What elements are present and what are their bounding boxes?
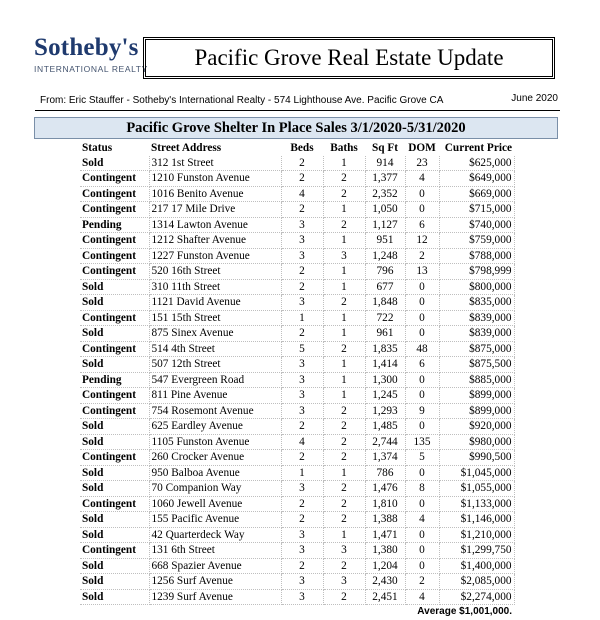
cell-address: 1210 Funston Avenue bbox=[149, 171, 281, 187]
cell-dom: 4 bbox=[405, 589, 439, 605]
table-row bbox=[80, 496, 514, 512]
cell-baths: 3 bbox=[323, 574, 365, 590]
cell-beds: 5 bbox=[281, 341, 323, 357]
cell-beds: 2 bbox=[281, 171, 323, 187]
cell-status: Sold bbox=[80, 589, 149, 605]
cell-dom: 0 bbox=[405, 558, 439, 574]
cell-sqft: 951 bbox=[365, 233, 405, 249]
cell-sqft: 722 bbox=[365, 310, 405, 326]
cell-price: $899,000 bbox=[439, 403, 514, 419]
cell-sqft: 1,293 bbox=[365, 403, 405, 419]
cell-beds: 3 bbox=[281, 481, 323, 497]
cell-address: 131 6th Street bbox=[149, 543, 281, 559]
cell-dom: 4 bbox=[405, 512, 439, 528]
cell-beds: 3 bbox=[281, 233, 323, 249]
table-subtitle: Pacific Grove Shelter In Place Sales 3/1/2020-5/31/2020 bbox=[34, 117, 558, 139]
cell-beds: 2 bbox=[281, 512, 323, 528]
col-header-dom: DOM bbox=[408, 142, 436, 154]
cell-sqft: 1,485 bbox=[365, 419, 405, 435]
cell-sqft: 1,377 bbox=[365, 171, 405, 187]
cell-baths: 1 bbox=[323, 527, 365, 543]
cell-price: $839,000 bbox=[439, 326, 514, 342]
logo-subtitle: INTERNATIONAL REALTY bbox=[34, 64, 148, 74]
cell-dom: 2 bbox=[405, 574, 439, 590]
table-row bbox=[80, 558, 514, 574]
cell-dom: 4 bbox=[405, 171, 439, 187]
cell-price: $1,045,000 bbox=[439, 465, 514, 481]
cell-price: $920,000 bbox=[439, 419, 514, 435]
cell-status: Contingent bbox=[80, 186, 149, 202]
cell-baths: 1 bbox=[323, 264, 365, 280]
cell-beds: 2 bbox=[281, 558, 323, 574]
cell-price: $2,085,000 bbox=[439, 574, 514, 590]
cell-dom: 23 bbox=[405, 156, 439, 171]
cell-dom: 135 bbox=[405, 434, 439, 450]
table-header-row bbox=[80, 141, 514, 156]
cell-dom: 0 bbox=[405, 465, 439, 481]
cell-price: $788,000 bbox=[439, 248, 514, 264]
title-box bbox=[143, 37, 555, 79]
cell-price: $1,133,000 bbox=[439, 496, 514, 512]
cell-beds: 1 bbox=[281, 465, 323, 481]
cell-status: Sold bbox=[80, 574, 149, 590]
table-row bbox=[80, 403, 514, 419]
table-row bbox=[80, 202, 514, 218]
table-row bbox=[80, 419, 514, 435]
cell-sqft: 1,414 bbox=[365, 357, 405, 373]
cell-address: 1121 David Avenue bbox=[149, 295, 281, 311]
cell-status: Pending bbox=[80, 372, 149, 388]
cell-status: Sold bbox=[80, 156, 149, 171]
cell-sqft: 914 bbox=[365, 156, 405, 171]
cell-status: Sold bbox=[80, 527, 149, 543]
cell-baths: 2 bbox=[323, 434, 365, 450]
cell-dom: 0 bbox=[405, 326, 439, 342]
cell-price: $1,210,000 bbox=[439, 527, 514, 543]
cell-beds: 3 bbox=[281, 248, 323, 264]
cell-price: $2,274,000 bbox=[439, 589, 514, 605]
average-price: Average $1,001,000. bbox=[417, 606, 512, 617]
cell-baths: 2 bbox=[323, 558, 365, 574]
cell-dom: 0 bbox=[405, 202, 439, 218]
cell-beds: 2 bbox=[281, 264, 323, 280]
sothebys-logo bbox=[34, 34, 148, 74]
cell-baths: 1 bbox=[323, 310, 365, 326]
table-row bbox=[80, 171, 514, 187]
cell-beds: 3 bbox=[281, 527, 323, 543]
cell-status: Sold bbox=[80, 357, 149, 373]
table-row bbox=[80, 574, 514, 590]
cell-price: $759,000 bbox=[439, 233, 514, 249]
cell-sqft: 796 bbox=[365, 264, 405, 280]
cell-dom: 12 bbox=[405, 233, 439, 249]
cell-status: Contingent bbox=[80, 202, 149, 218]
cell-address: 260 Crocker Avenue bbox=[149, 450, 281, 466]
cell-price: $1,146,000 bbox=[439, 512, 514, 528]
table-row bbox=[80, 527, 514, 543]
cell-beds: 1 bbox=[281, 310, 323, 326]
cell-baths: 1 bbox=[323, 465, 365, 481]
cell-sqft: 1,204 bbox=[365, 558, 405, 574]
cell-dom: 0 bbox=[405, 310, 439, 326]
cell-sqft: 1,848 bbox=[365, 295, 405, 311]
cell-status: Contingent bbox=[80, 264, 149, 280]
table-row bbox=[80, 465, 514, 481]
cell-address: 1212 Shafter Avenue bbox=[149, 233, 281, 249]
cell-address: 1060 Jewell Avenue bbox=[149, 496, 281, 512]
cell-status: Contingent bbox=[80, 248, 149, 264]
cell-price: $715,000 bbox=[439, 202, 514, 218]
page-title: Pacific Grove Real Estate Update bbox=[194, 45, 504, 70]
cell-price: $875,500 bbox=[439, 357, 514, 373]
cell-address: 811 Pine Avenue bbox=[149, 388, 281, 404]
cell-status: Contingent bbox=[80, 388, 149, 404]
cell-price: $839,000 bbox=[439, 310, 514, 326]
cell-status: Sold bbox=[80, 434, 149, 450]
table-row bbox=[80, 217, 514, 233]
cell-sqft: 786 bbox=[365, 465, 405, 481]
cell-price: $1,400,000 bbox=[439, 558, 514, 574]
cell-dom: 0 bbox=[405, 295, 439, 311]
table-row bbox=[80, 186, 514, 202]
cell-baths: 1 bbox=[323, 372, 365, 388]
cell-baths: 2 bbox=[323, 217, 365, 233]
table-row bbox=[80, 434, 514, 450]
cell-address: 547 Evergreen Road bbox=[149, 372, 281, 388]
cell-price: $899,000 bbox=[439, 388, 514, 404]
cell-address: 1227 Funston Avenue bbox=[149, 248, 281, 264]
cell-price: $798,999 bbox=[439, 264, 514, 280]
divider bbox=[35, 110, 560, 111]
cell-address: 42 Quarterdeck Way bbox=[149, 527, 281, 543]
cell-beds: 2 bbox=[281, 202, 323, 218]
cell-dom: 0 bbox=[405, 279, 439, 295]
cell-baths: 1 bbox=[323, 279, 365, 295]
cell-dom: 0 bbox=[405, 372, 439, 388]
cell-status: Sold bbox=[80, 279, 149, 295]
table-row bbox=[80, 481, 514, 497]
cell-status: Contingent bbox=[80, 403, 149, 419]
cell-baths: 2 bbox=[323, 295, 365, 311]
cell-baths: 2 bbox=[323, 512, 365, 528]
cell-address: 310 11th Street bbox=[149, 279, 281, 295]
table-row bbox=[80, 279, 514, 295]
cell-beds: 2 bbox=[281, 326, 323, 342]
cell-beds: 3 bbox=[281, 217, 323, 233]
cell-sqft: 961 bbox=[365, 326, 405, 342]
cell-dom: 0 bbox=[405, 496, 439, 512]
cell-sqft: 1,374 bbox=[365, 450, 405, 466]
cell-price: $625,000 bbox=[439, 156, 514, 171]
cell-dom: 48 bbox=[405, 341, 439, 357]
cell-status: Sold bbox=[80, 512, 149, 528]
cell-status: Contingent bbox=[80, 341, 149, 357]
cell-baths: 1 bbox=[323, 233, 365, 249]
cell-status: Sold bbox=[80, 295, 149, 311]
table-row bbox=[80, 295, 514, 311]
table-row bbox=[80, 248, 514, 264]
cell-dom: 9 bbox=[405, 403, 439, 419]
cell-baths: 2 bbox=[323, 171, 365, 187]
cell-beds: 3 bbox=[281, 403, 323, 419]
table-row bbox=[80, 543, 514, 559]
cell-beds: 3 bbox=[281, 388, 323, 404]
cell-beds: 3 bbox=[281, 372, 323, 388]
table-row bbox=[80, 512, 514, 528]
cell-beds: 3 bbox=[281, 295, 323, 311]
cell-beds: 3 bbox=[281, 589, 323, 605]
cell-baths: 2 bbox=[323, 589, 365, 605]
cell-address: 151 15th Street bbox=[149, 310, 281, 326]
cell-baths: 1 bbox=[323, 156, 365, 171]
cell-baths: 1 bbox=[323, 357, 365, 373]
cell-address: 520 16th Street bbox=[149, 264, 281, 280]
cell-baths: 2 bbox=[323, 186, 365, 202]
cell-dom: 6 bbox=[405, 357, 439, 373]
cell-sqft: 2,352 bbox=[365, 186, 405, 202]
cell-dom: 0 bbox=[405, 186, 439, 202]
logo-wordmark: Sotheby's bbox=[34, 34, 139, 61]
cell-beds: 4 bbox=[281, 434, 323, 450]
cell-address: 950 Balboa Avenue bbox=[149, 465, 281, 481]
cell-beds: 2 bbox=[281, 279, 323, 295]
cell-price: $885,000 bbox=[439, 372, 514, 388]
cell-dom: 0 bbox=[405, 543, 439, 559]
col-header-price: Current Price bbox=[444, 142, 512, 154]
cell-baths: 2 bbox=[323, 341, 365, 357]
cell-status: Contingent bbox=[80, 310, 149, 326]
cell-sqft: 2,430 bbox=[365, 574, 405, 590]
cell-sqft: 1,245 bbox=[365, 388, 405, 404]
table-row bbox=[80, 264, 514, 280]
cell-sqft: 2,451 bbox=[365, 589, 405, 605]
cell-baths: 3 bbox=[323, 543, 365, 559]
cell-dom: 0 bbox=[405, 388, 439, 404]
from-line: From: Eric Stauffer - Sotheby's International Realty - 574 Lighthouse Ave. Pacific Grove CA bbox=[40, 95, 444, 106]
cell-address: 668 Spazier Avenue bbox=[149, 558, 281, 574]
cell-address: 1016 Benito Avenue bbox=[149, 186, 281, 202]
cell-sqft: 1,476 bbox=[365, 481, 405, 497]
table-row bbox=[80, 372, 514, 388]
cell-baths: 2 bbox=[323, 403, 365, 419]
table-row bbox=[80, 233, 514, 249]
cell-dom: 5 bbox=[405, 450, 439, 466]
cell-sqft: 1,300 bbox=[365, 372, 405, 388]
sales-table bbox=[80, 141, 515, 620]
report-date: June 2020 bbox=[511, 93, 558, 104]
cell-baths: 1 bbox=[323, 326, 365, 342]
cell-price: $835,000 bbox=[439, 295, 514, 311]
cell-address: 217 17 Mile Drive bbox=[149, 202, 281, 218]
cell-price: $1,055,000 bbox=[439, 481, 514, 497]
cell-status: Contingent bbox=[80, 450, 149, 466]
table-row bbox=[80, 326, 514, 342]
cell-address: 70 Companion Way bbox=[149, 481, 281, 497]
table-row bbox=[80, 156, 514, 171]
cell-price: $740,000 bbox=[439, 217, 514, 233]
cell-sqft: 1,248 bbox=[365, 248, 405, 264]
cell-beds: 4 bbox=[281, 186, 323, 202]
cell-price: $800,000 bbox=[439, 279, 514, 295]
cell-baths: 1 bbox=[323, 202, 365, 218]
cell-address: 507 12th Street bbox=[149, 357, 281, 373]
cell-dom: 0 bbox=[405, 527, 439, 543]
cell-sqft: 1,380 bbox=[365, 543, 405, 559]
table-row bbox=[80, 357, 514, 373]
cell-baths: 2 bbox=[323, 450, 365, 466]
cell-address: 312 1st Street bbox=[149, 156, 281, 171]
cell-address: 155 Pacific Avenue bbox=[149, 512, 281, 528]
cell-address: 754 Rosemont Avenue bbox=[149, 403, 281, 419]
cell-beds: 2 bbox=[281, 496, 323, 512]
cell-status: Sold bbox=[80, 419, 149, 435]
cell-beds: 2 bbox=[281, 419, 323, 435]
cell-sqft: 1,471 bbox=[365, 527, 405, 543]
cell-sqft: 2,744 bbox=[365, 434, 405, 450]
table-row bbox=[80, 341, 514, 357]
cell-sqft: 1,050 bbox=[365, 202, 405, 218]
col-header-status: Status bbox=[82, 142, 113, 154]
cell-dom: 2 bbox=[405, 248, 439, 264]
cell-price: $1,299,750 bbox=[439, 543, 514, 559]
cell-baths: 3 bbox=[323, 248, 365, 264]
cell-status: Contingent bbox=[80, 543, 149, 559]
cell-baths: 2 bbox=[323, 481, 365, 497]
cell-sqft: 1,810 bbox=[365, 496, 405, 512]
cell-address: 1105 Funston Avenue bbox=[149, 434, 281, 450]
cell-price: $980,000 bbox=[439, 434, 514, 450]
cell-status: Contingent bbox=[80, 171, 149, 187]
cell-address: 514 4th Street bbox=[149, 341, 281, 357]
cell-dom: 13 bbox=[405, 264, 439, 280]
cell-sqft: 1,388 bbox=[365, 512, 405, 528]
cell-status: Sold bbox=[80, 326, 149, 342]
cell-sqft: 1,835 bbox=[365, 341, 405, 357]
cell-beds: 2 bbox=[281, 450, 323, 466]
table-row bbox=[80, 310, 514, 326]
cell-status: Sold bbox=[80, 465, 149, 481]
cell-price: $875,000 bbox=[439, 341, 514, 357]
cell-address: 1256 Surf Avenue bbox=[149, 574, 281, 590]
cell-beds: 3 bbox=[281, 574, 323, 590]
cell-address: 1239 Surf Avenue bbox=[149, 589, 281, 605]
cell-status: Contingent bbox=[80, 233, 149, 249]
table-row bbox=[80, 450, 514, 466]
cell-beds: 3 bbox=[281, 543, 323, 559]
cell-baths: 2 bbox=[323, 419, 365, 435]
table-row bbox=[80, 388, 514, 404]
cell-status: Contingent bbox=[80, 496, 149, 512]
cell-price: $669,000 bbox=[439, 186, 514, 202]
cell-sqft: 1,127 bbox=[365, 217, 405, 233]
col-header-beds: Beds bbox=[290, 142, 314, 154]
cell-status: Sold bbox=[80, 558, 149, 574]
cell-beds: 3 bbox=[281, 357, 323, 373]
cell-dom: 6 bbox=[405, 217, 439, 233]
cell-price: $649,000 bbox=[439, 171, 514, 187]
cell-address: 1314 Lawton Avenue bbox=[149, 217, 281, 233]
cell-status: Pending bbox=[80, 217, 149, 233]
cell-status: Sold bbox=[80, 481, 149, 497]
average-row bbox=[80, 605, 514, 620]
cell-dom: 8 bbox=[405, 481, 439, 497]
col-header-address: Street Address bbox=[151, 142, 222, 154]
cell-baths: 2 bbox=[323, 496, 365, 512]
table-body bbox=[80, 156, 514, 605]
col-header-baths: Baths bbox=[330, 142, 358, 154]
cell-baths: 1 bbox=[323, 388, 365, 404]
cell-price: $990,500 bbox=[439, 450, 514, 466]
cell-beds: 2 bbox=[281, 156, 323, 171]
cell-address: 625 Eardley Avenue bbox=[149, 419, 281, 435]
cell-sqft: 677 bbox=[365, 279, 405, 295]
table-row bbox=[80, 589, 514, 605]
cell-dom: 0 bbox=[405, 419, 439, 435]
cell-address: 875 Sinex Avenue bbox=[149, 326, 281, 342]
col-header-sqft: Sq Ft bbox=[371, 142, 399, 154]
